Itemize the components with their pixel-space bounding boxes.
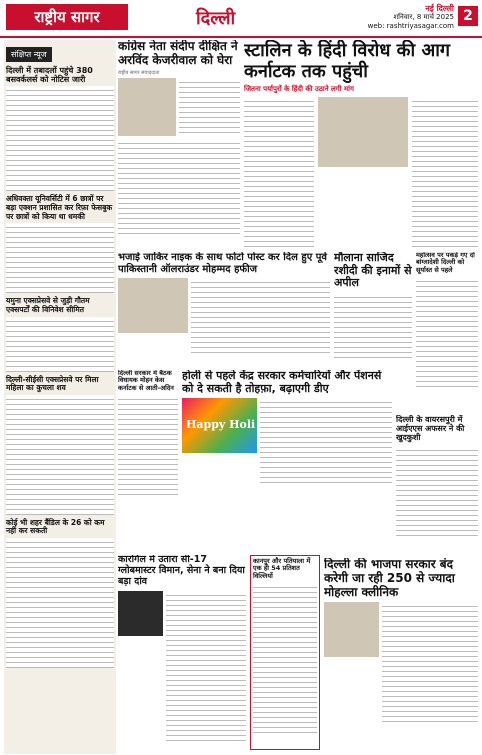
masthead [0,0,482,38]
story-body [118,139,240,234]
headline-kanpur: कानपुर और पतियाला में एक ही 54 प्रतिशत विल्लियों [253,557,311,580]
story-body [244,97,314,247]
aircraft-photo [118,591,163,636]
headline-mohalla: दिल्ली की भाजपा सरकार बंद करेगी जा रही 250 से ज्यादा मोहल्ला क्लीनिक [324,558,455,599]
story-body [179,78,240,136]
holi-photo [182,398,257,453]
story-kanpur [250,555,320,750]
brief-body-4 [6,395,114,515]
clinic-photo [324,602,379,657]
story-body [412,97,478,247]
page-number: 2 [458,6,478,26]
brief-headline-5: कोई भी शहर बैंडिल के 26 को कम नहीं कर सकती [6,517,105,536]
headline-hafeez: भजाई जाकिर नाइक के साथ फोटो पोस्ट कर दिल हुए पूर्व पाकिस्तानी ऑलराउंडर मोहम्मद हफीज [118,252,327,275]
story-maulana [334,252,412,367]
story-stalin [244,40,478,250]
brief-headline-3: यमुना एक्सप्रेसवे से जुड़ी गौतम एक्सपर्टों की विनिवेश सीमित [6,296,90,314]
headline-bangladeshi: महोत्सव पर पकड़े गए दो बांग्लादेशी दिल्ली को सूर्यास्त से पहले [416,252,475,274]
story-body [334,293,412,358]
side-headline: दिल्ली सरकार में बैठक विधायक मोहन केस कर्नाटक से आती-अदिन [118,370,174,392]
story-body [253,583,317,733]
brief-headline-2: अधिवक्ता यूनिवर्सिटी में 6 छात्रों पर बड़ा एक्शन प्रशासित कर रिफ़ा फेसबुक पर छात्रों को किया था धमकी [6,194,113,221]
headline-congress: कांग्रेस नेता संदीप दीक्षित ने अरविंद केजरीवाल को घेरा [118,40,238,67]
story-bangladeshi [416,252,478,412]
headline-stalin: स्टालिन के हिंदी विरोध की आग कर्नाटक तक पहुंची [244,40,450,82]
newspaper-name: राष्ट्रीय सागर [6,4,128,30]
headline-kargil: कारगिल में उतारा सी-17 ग्लोबमास्टर विमान, सेना ने बना दिया बड़ा दांव [118,555,245,587]
story-mohalla [324,558,478,750]
byline: राष्ट्रीय सागर संवाददाता [118,69,160,76]
stalin-photo [318,97,408,167]
story-body [382,602,478,722]
story-body [118,395,178,495]
hafeez-photo [118,278,188,333]
website: web: rashtriyasagar.com [367,22,454,30]
story-body [396,446,478,536]
meta-city: नई दिल्ली [425,4,454,13]
story-photo [118,78,176,136]
headline-ias: दिल्ली के वायरसपुरी में आईएएस अफसर ने की खुदकुशी [396,415,465,443]
brief-body-5 [6,538,114,668]
brief-body-3 [6,317,114,372]
story-body [191,278,330,353]
side-box [118,370,178,510]
story-ias [396,415,478,555]
brief-headline-1: दिल्ली में तबादलों पहुंचे 380 बसवर्कलर्स को नोटिस जारी [6,66,93,85]
subheadline-stalin: जितना पर्यापुरों के हिंदी की उठाने लगी मांग [244,85,354,93]
story-body [166,591,246,741]
edition-city: दिल्ली [196,8,236,29]
edition-meta [368,4,454,31]
holi-text: Happy Holi [186,418,256,432]
story-body [260,398,392,483]
story-hafeez [118,252,330,367]
brief-headline-4: दिल्ली-सीईसी एक्सप्रेसवे पर मिला महिला का कुचला शव [6,374,99,393]
brief-body-1 [6,86,114,191]
story-da [182,370,392,515]
headline-maulana: मौलाना साजिद रशीदी की इनामों से अपील [334,252,412,290]
story-congress [118,40,240,250]
headline-da: होली से पहले केंद्र सरकार कर्मचारियों और पेंशनर्स को दे सकती है तोहफ़ा, बढ़ाएगी डीए [182,370,382,395]
story-body [416,277,478,387]
briefs-column [4,40,116,754]
briefs-tag: संक्षिप्त न्यूज [6,47,52,62]
brief-body-2 [6,223,114,293]
story-kargil [118,555,246,750]
issue-date: शनिवार, 8 मार्च 2025 [393,13,454,21]
